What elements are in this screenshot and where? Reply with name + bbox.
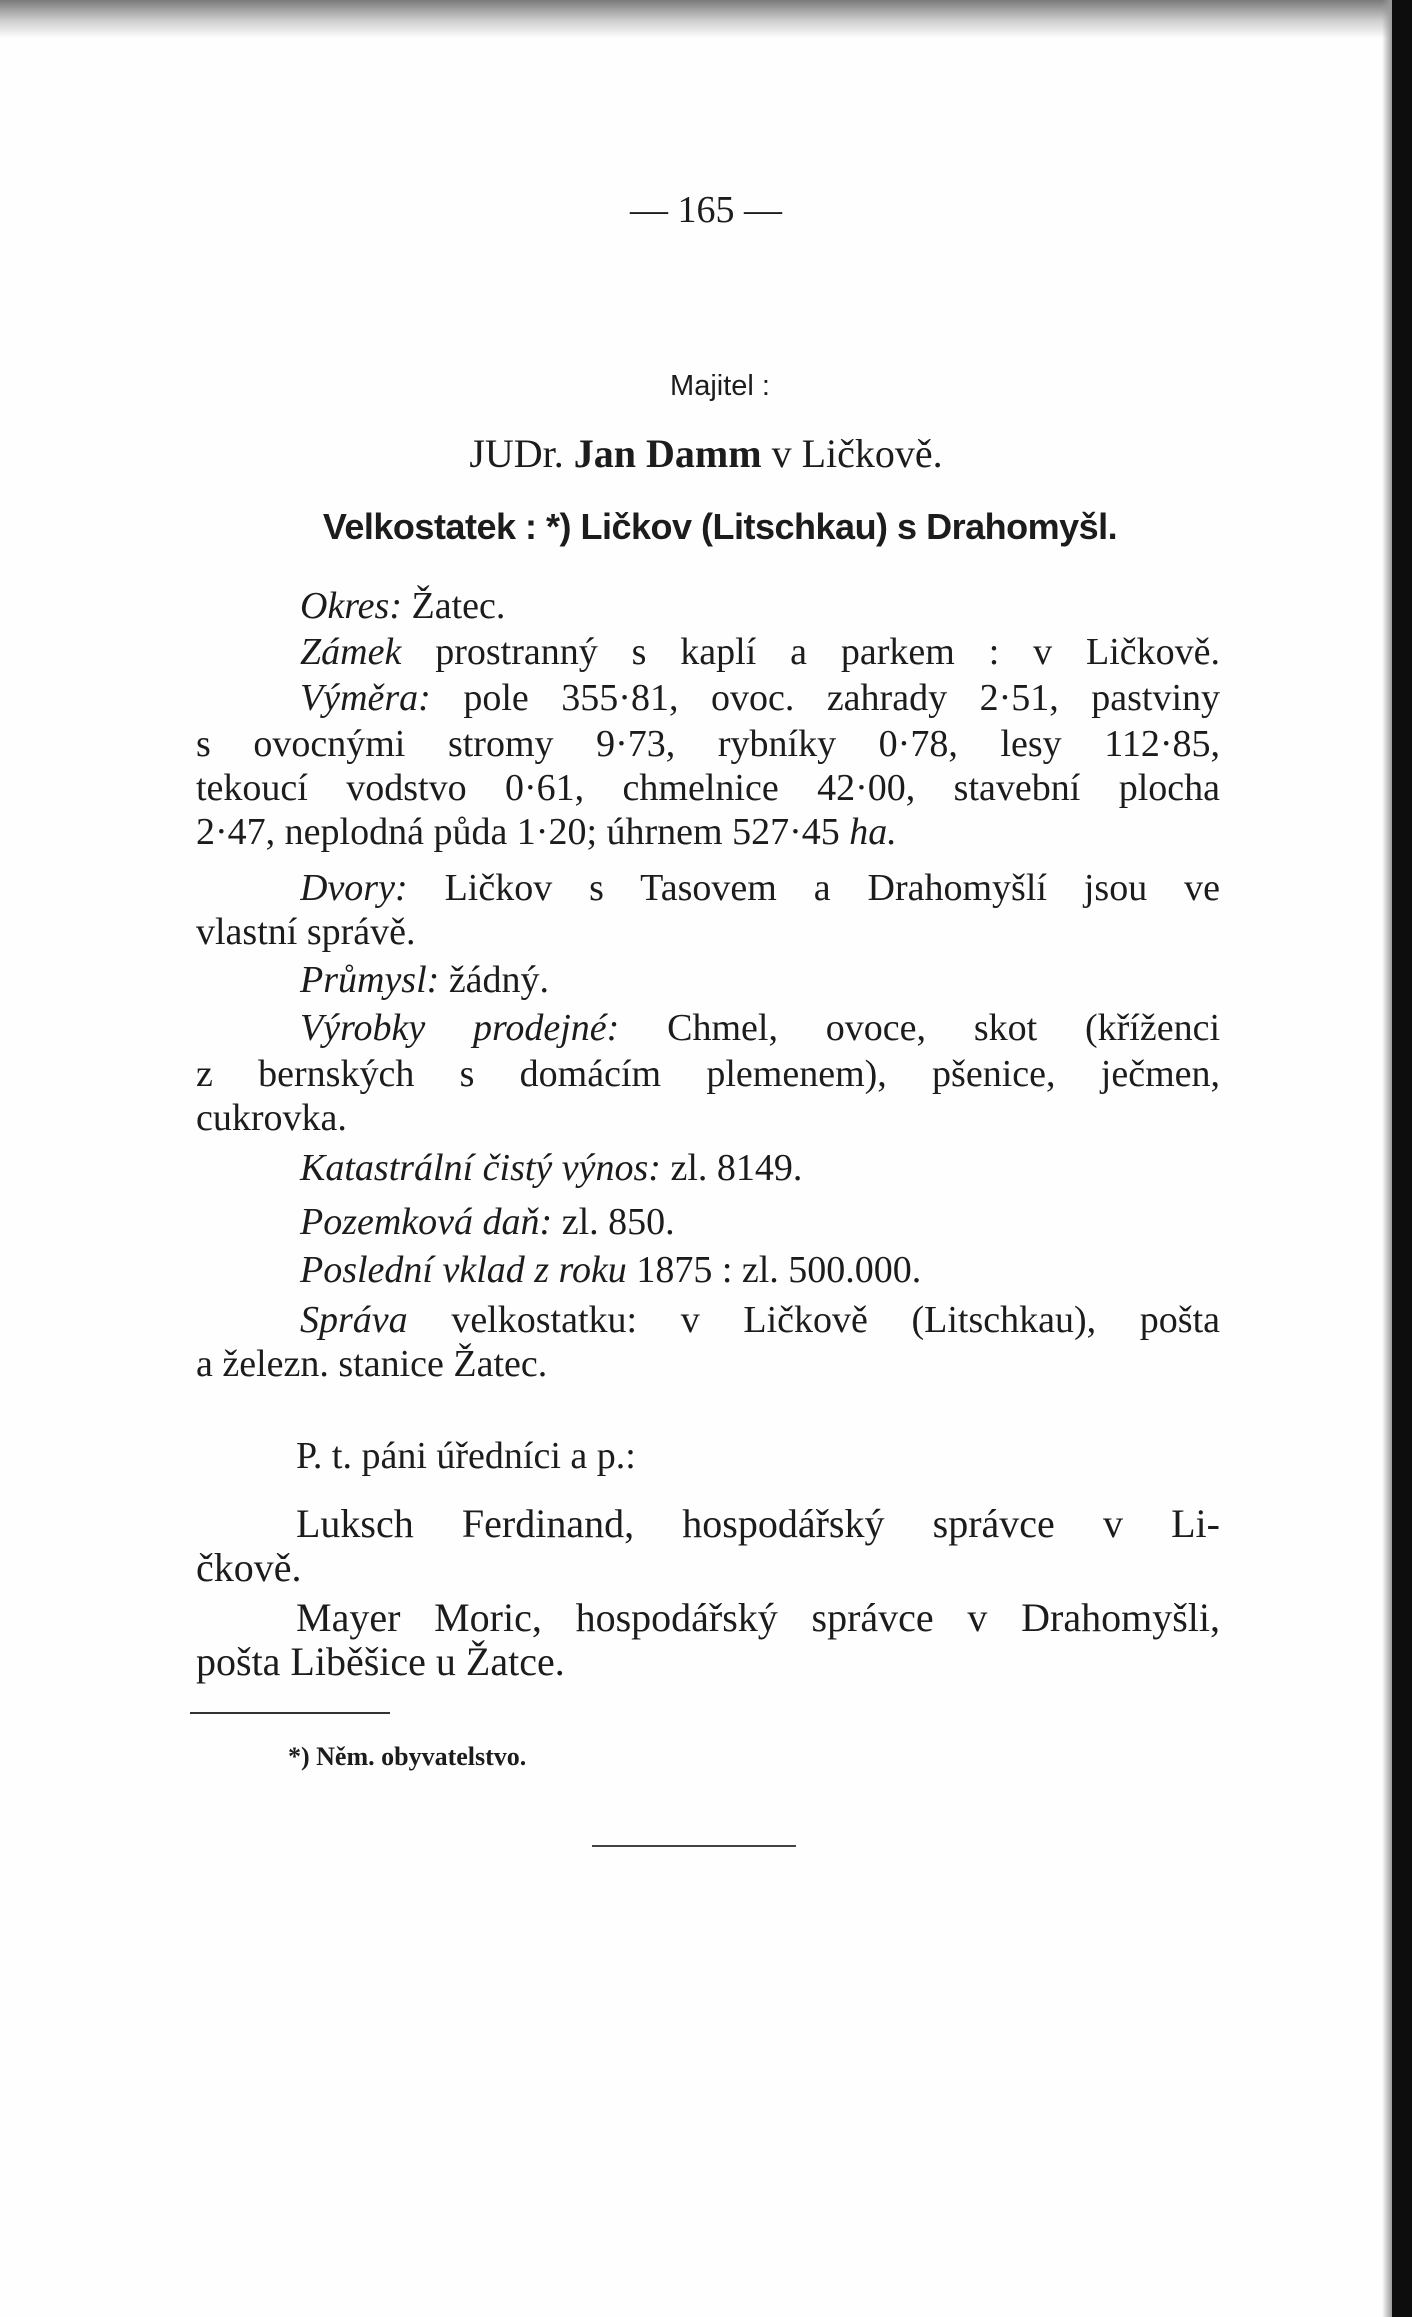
katastr-label: Katastrální čistý výnos: — [300, 1147, 661, 1189]
dvory-text-1: Ličkov s Tasovem a Drahomyšlí jsou ve — [444, 867, 1220, 909]
vymera-line-1 — [300, 676, 1220, 720]
vymera-line-4 — [196, 810, 897, 854]
official-2-line-2: pošta Liběšice u Žatce. — [196, 1639, 565, 1684]
vymera-unit: ha. — [849, 811, 897, 853]
officials-heading: P. t. páni úředníci a p.: — [296, 1435, 636, 1477]
dvory-line-2: vlastní správě. — [196, 911, 416, 953]
official-1-line-1: Luksch Ferdinand, hospodářský správce v Li- — [296, 1502, 1220, 1546]
owner-name: Jan Damm — [573, 431, 762, 476]
vyrobky-line-1 — [300, 1006, 1220, 1050]
prumysl-value: žádný. — [448, 959, 550, 1001]
okres-label: Okres: — [300, 585, 402, 627]
owner-residence: v Ličkově. — [771, 431, 943, 476]
vymera-line-2: s ovocnými stromy 9·73, rybníky 0·78, lesy 112·85, — [196, 723, 1220, 765]
dan-line — [300, 1200, 675, 1244]
zamek-label: Zámek — [300, 631, 402, 673]
vymera-label: Výměra: — [300, 677, 431, 719]
okres-line — [300, 584, 505, 628]
scan-right-border — [1392, 0, 1412, 2317]
sprava-line-2: a železn. stanice Žatec. — [196, 1343, 548, 1385]
sprava-label: Správa — [300, 1299, 408, 1341]
vyrobky-line-3: cukrovka. — [196, 1097, 347, 1139]
dan-label: Pozemková daň: — [300, 1201, 553, 1243]
footnote-rule — [190, 1712, 390, 1714]
prumysl-label: Průmysl: — [300, 959, 440, 1001]
scan-edge-shade — [1382, 0, 1392, 2317]
dvory-line-1 — [300, 866, 1220, 910]
vymera-line-3: tekoucí vodstvo 0·61, chmelnice 42·00, stavební plocha — [196, 767, 1220, 809]
estate-title: Velkostatek : *) Ličkov (Litschkau) s Drahomyšl. — [322, 506, 1118, 547]
end-rule — [592, 1845, 796, 1847]
katastr-value: zl. 8149. — [670, 1147, 803, 1189]
sprava-text-1: velkostatku: v Ličkově (Litschkau), pošta — [451, 1299, 1220, 1341]
prumysl-line — [300, 958, 549, 1002]
vyrobky-text-1: Chmel, ovoce, skot (kříženci — [667, 1007, 1220, 1049]
vyrobky-line-2: z bernských s domácím plemenem), pšenice, ječmen, — [196, 1053, 1220, 1095]
sprava-line-1 — [300, 1298, 1220, 1342]
okres-value: Žatec. — [411, 585, 506, 627]
owner-line — [0, 432, 1412, 476]
vyrobky-label: Výrobky prodejné: — [300, 1007, 620, 1049]
vklad-line — [300, 1248, 921, 1292]
vklad-value: 1875 : zl. 500.000. — [636, 1249, 922, 1291]
vymera-text-1: pole 355·81, ovoc. zahrady 2·51, pastviny — [463, 677, 1220, 719]
vymera-text-4: 2·47, neplodná půda 1·20; úhrnem 527·45 — [196, 811, 840, 853]
page-number: — 165 — — [630, 189, 782, 231]
dvory-label: Dvory: — [300, 867, 408, 909]
vklad-label: Poslední vklad z roku — [300, 1249, 627, 1291]
owner-title: JUDr. — [469, 431, 564, 476]
katastr-line — [300, 1146, 802, 1190]
owner-heading: Majitel : — [670, 370, 770, 402]
zamek-value: prostranný s kaplí a parkem : v Ličkově. — [435, 631, 1220, 673]
official-2-line-1: Mayer Moric, hospodářský správce v Drahomyšli, — [296, 1596, 1220, 1640]
scan-top-shadow — [0, 0, 1412, 38]
footnote: *) Něm. obyvatelstvo. — [288, 1742, 527, 1771]
dan-value: zl. 850. — [561, 1201, 675, 1243]
zamek-line — [300, 630, 1220, 674]
official-1-line-2: čkově. — [196, 1545, 302, 1590]
